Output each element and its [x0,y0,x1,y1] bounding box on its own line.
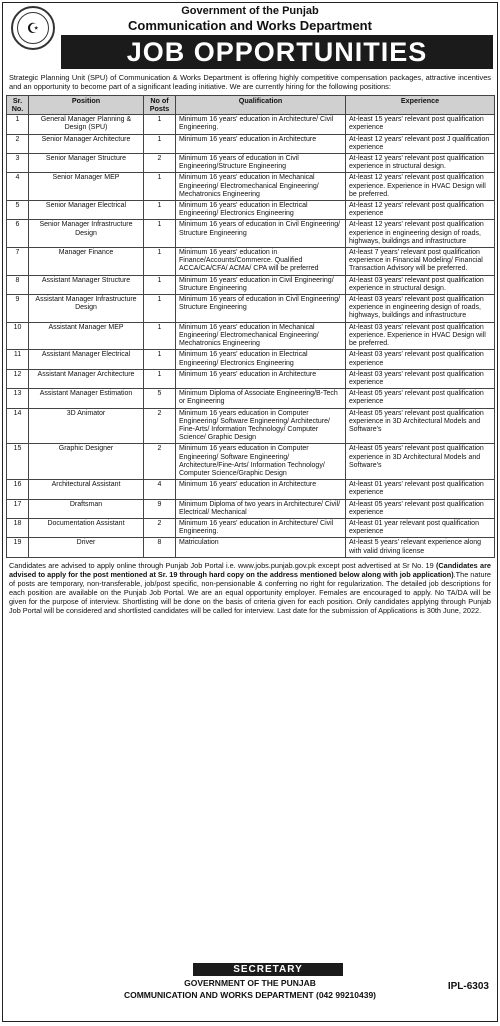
qualification-cell: Minimum 16 years' education in Architecture/ Civil Engineering. [176,518,346,537]
position-cell: Senior Manager Infrastructure Design [29,220,144,248]
sr-no-cell: 15 [7,444,29,480]
experience-cell: At-least 12 years' relevant post qualification experience [346,201,495,220]
table-row [7,275,495,294]
table-row [7,480,495,499]
qualification-cell: Matriculation [176,538,346,557]
qualification-cell: Minimum 16 years' education in Finance/Accounts/Commerce. Qualified ACCA/CA/CFA/ ACMA/ CPA will be preferred [176,248,346,276]
position-cell: Senior Manager MEP [29,173,144,201]
position-cell: Senior Manager Structure [29,154,144,173]
posts-cell: 1 [144,275,176,294]
position-cell: 3D Animator [29,408,144,444]
table-row [7,389,495,408]
posts-cell: 1 [144,173,176,201]
qualification-cell: Minimum 16 years' education in Mechanical Engineering/ Electromechanical Engineering/ Mechatronics Engineering [176,322,346,350]
apply-online-text: Candidates are advised to apply online through Punjab Job Portal i.e. www.jobs.punjab.gov.pk except post advertised at Sr No. 19 [9,560,434,570]
posts-cell: 1 [144,220,176,248]
table-row [7,173,495,201]
table-row [7,408,495,444]
qualification-cell: Minimum 16 years' education in Electrical Engineering/ Electronics Engineering [176,201,346,220]
experience-cell: At-least 03 years' relevant post qualification experience in structural design. [346,275,495,294]
experience-cell: At-least 03 years' relevant post qualification experience. Experience in HVAC Design will be preferred. [346,322,495,350]
posts-cell: 1 [144,134,176,153]
positions-table [6,95,495,558]
experience-cell: At-least 5 years' relevant experience along with valid driving license [346,538,495,557]
sr-no-cell: 2 [7,134,29,153]
position-cell: Senior Manager Electrical [29,201,144,220]
experience-cell: At-least 01 years' relevant post qualification experience [346,480,495,499]
footer-government: GOVERNMENT OF THE PUNJAB [184,978,316,988]
qualification-cell: Minimum 16 years of education in Civil Engineering/ Structure Engineering [176,220,346,248]
experience-cell: At-least 03 years' relevant post qualification experience in engineering design of roads, highways, buildings and infrastructure [346,295,495,323]
sr-no-cell: 19 [7,538,29,557]
qualification-cell: Minimum 16 years' education in Architecture [176,369,346,388]
table-row [7,134,495,153]
position-cell: Assistant Manager Architecture [29,369,144,388]
qualification-cell: Minimum 16 years' education in Civil Engineering/ Structure Engineering [176,275,346,294]
table-row [7,499,495,518]
table-row [7,115,495,134]
job-advertisement [2,2,498,1022]
qualification-cell: Minimum Diploma of two years in Architecture/ Civil/ Electrical/ Mechanical [176,499,346,518]
sr-no-cell: 18 [7,518,29,537]
header-no-of-posts: No of Posts [144,95,176,114]
qualification-cell: Minimum 16 years education in Computer Engineering/ Software Engineering/ Architecture/Fine-Arts/ Information Technology/ Computer Science/Graphic Design [176,444,346,480]
header-sr-no: Sr. No. [7,95,29,114]
sr-no-cell: 11 [7,350,29,369]
experience-cell: At-least 03 years' relevant post qualification experience [346,350,495,369]
emblem-icon: ☪ [17,12,49,44]
terms-text: .The nature of posts are temporary, non-transferable, job/post specific, non-pensionable & conferring no right for regularization. The detailed job descriptions for each position are available on the Punjab Job Portal. We are an equal opportunity employer. Females are encouraged to apply. No TA/DA will be given for the purpose of interview. Shortlisting will be done on the basis of criteria given for each position. Only candidates applying through Punjab Job Portal will be considered and shortlisted candidates will be called for interview. Last date for the submission of Applications is 30th June, 2022. [9,569,491,616]
sr-no-cell: 9 [7,295,29,323]
experience-cell: At-least 15 years' relevant post qualification experience [346,115,495,134]
sr-no-cell: 6 [7,220,29,248]
position-cell: Assistant Manager MEP [29,322,144,350]
qualification-cell: Minimum 16 years' education in Architecture [176,480,346,499]
table-row [7,220,495,248]
qualification-cell: Minimum 16 years' education in Architecture/ Civil Engineering. [176,115,346,134]
position-cell: Senior Manager Architecture [29,134,144,153]
position-cell: Graphic Designer [29,444,144,480]
footer-department: COMMUNICATION AND WORKS DEPARTMENT (042 99210439) [123,990,377,1000]
posts-cell: 5 [144,389,176,408]
posts-cell: 2 [144,444,176,480]
experience-cell: At-least 01 year relevant post qualification experience [346,518,495,537]
position-cell: Documentation Assistant [29,518,144,537]
position-cell: Assistant Manager Electrical [29,350,144,369]
qualification-cell: Minimum 16 years of education in Civil Engineering/ Structure Engineering [176,295,346,323]
position-cell: Assistant Manager Structure [29,275,144,294]
posts-cell: 1 [144,295,176,323]
header-qualification: Qualification [176,95,346,114]
sr-no-cell: 16 [7,480,29,499]
qualification-cell: Minimum 16 years' education in Architecture [176,134,346,153]
table-row [7,369,495,388]
posts-cell: 1 [144,115,176,134]
sr-no-cell: 12 [7,369,29,388]
posts-cell: 2 [144,518,176,537]
government-title: Government of the Punjab [181,5,319,17]
table-row [7,350,495,369]
table-row [7,295,495,323]
table-header-row [7,95,495,114]
posts-cell: 1 [144,322,176,350]
sr-no-cell: 7 [7,248,29,276]
sr-no-cell: 5 [7,201,29,220]
position-cell: Draftsman [29,499,144,518]
qualification-cell: Minimum 16 years' education in Electrical Engineering/ Electronics Engineering [176,350,346,369]
table-row [7,518,495,537]
posts-cell: 8 [144,538,176,557]
qualification-cell: Minimum 16 years education in Computer Engineering/ Software Engineering/ Architecture/ Fine-Arts/ Information Technology/ Computer Science/ Graphic Design [176,408,346,444]
sr-no-cell: 10 [7,322,29,350]
position-cell: Manager Finance [29,248,144,276]
header-experience: Experience [346,95,495,114]
qualification-cell: Minimum 16 years' education in Mechanical Engineering/ Electromechanical Engineering/ Mechatronics Engineering [176,173,346,201]
position-cell: Architectural Assistant [29,480,144,499]
experience-cell: At-least 12 years' relevant post J qualification experience [346,134,495,153]
table-row [7,538,495,557]
position-cell: Assistant Manager Infrastructure Design [29,295,144,323]
intro-paragraph: Strategic Planning Unit (SPU) of Communication & Works Department is offering highly competitive compensation packages, attractive incentives and an opportunity to become part of a significant leading initiative. We are currently hiring for the following positions: [9,73,491,92]
posts-cell: 2 [144,408,176,444]
experience-cell: At-least 05 years' relevant post qualification experience in 3D Architectural Models and Software's [346,408,495,444]
table-row [7,322,495,350]
table-row [7,444,495,480]
qualification-cell: Minimum Diploma of Associate Engineering/B-Tech or Engineering [176,389,346,408]
department-title: Communication and Works Department [128,18,372,33]
table-row [7,154,495,173]
table-row [7,201,495,220]
header-position: Position [29,95,144,114]
sr-no-cell: 17 [7,499,29,518]
experience-cell: At-least 7 years' relevant post qualification experience in Financial Modeling/ Financial Transaction Advisory will be preferred. [346,248,495,276]
posts-cell: 1 [144,369,176,388]
table-row [7,248,495,276]
instructions-paragraph [3,558,497,618]
sr-no-cell: 4 [7,173,29,201]
sr-no-cell: 14 [7,408,29,444]
position-cell: General Manager Planning & Design (SPU) [29,115,144,134]
experience-cell: At-least 05 years' relevant post qualification experience [346,499,495,518]
posts-cell: 2 [144,154,176,173]
job-opportunities-banner: JOB OPPORTUNITIES [61,35,493,69]
posts-cell: 1 [144,248,176,276]
position-cell: Assistant Manager Estimation [29,389,144,408]
posts-cell: 1 [144,350,176,369]
driver-hardcopy-note: (Candidates are advised to apply for the post mentioned at Sr. 19 through hard copy on the address mentioned below along with job application) [9,560,491,579]
experience-cell: At-least 05 years' relevant post qualification experience in 3D Architectural Models and Software's [346,444,495,480]
posts-cell: 4 [144,480,176,499]
qualification-cell: Minimum 16 years of education in Civil Engineering/Structure Engineering [176,154,346,173]
position-cell: Driver [29,538,144,557]
posts-cell: 1 [144,201,176,220]
experience-cell: At-least 05 years' relevant post qualification experience [346,389,495,408]
posts-cell: 9 [144,499,176,518]
secretary-label: SECRETARY [193,963,343,976]
experience-cell: At-least 12 years' relevant post qualification experience in engineering design of roads, highways, buildings and infrastructure [346,220,495,248]
sr-no-cell: 1 [7,115,29,134]
experience-cell: At-least 12 years' relevant post qualification experience in structural design. [346,154,495,173]
experience-cell: At-least 12 years' relevant post qualification experience. Experience in HVAC Design will be preferred. [346,173,495,201]
sr-no-cell: 8 [7,275,29,294]
experience-cell: At-least 03 years' relevant post qualification experience [346,369,495,388]
sr-no-cell: 13 [7,389,29,408]
ipl-number: IPL-6303 [447,981,489,992]
sr-no-cell: 3 [7,154,29,173]
header [3,3,497,71]
